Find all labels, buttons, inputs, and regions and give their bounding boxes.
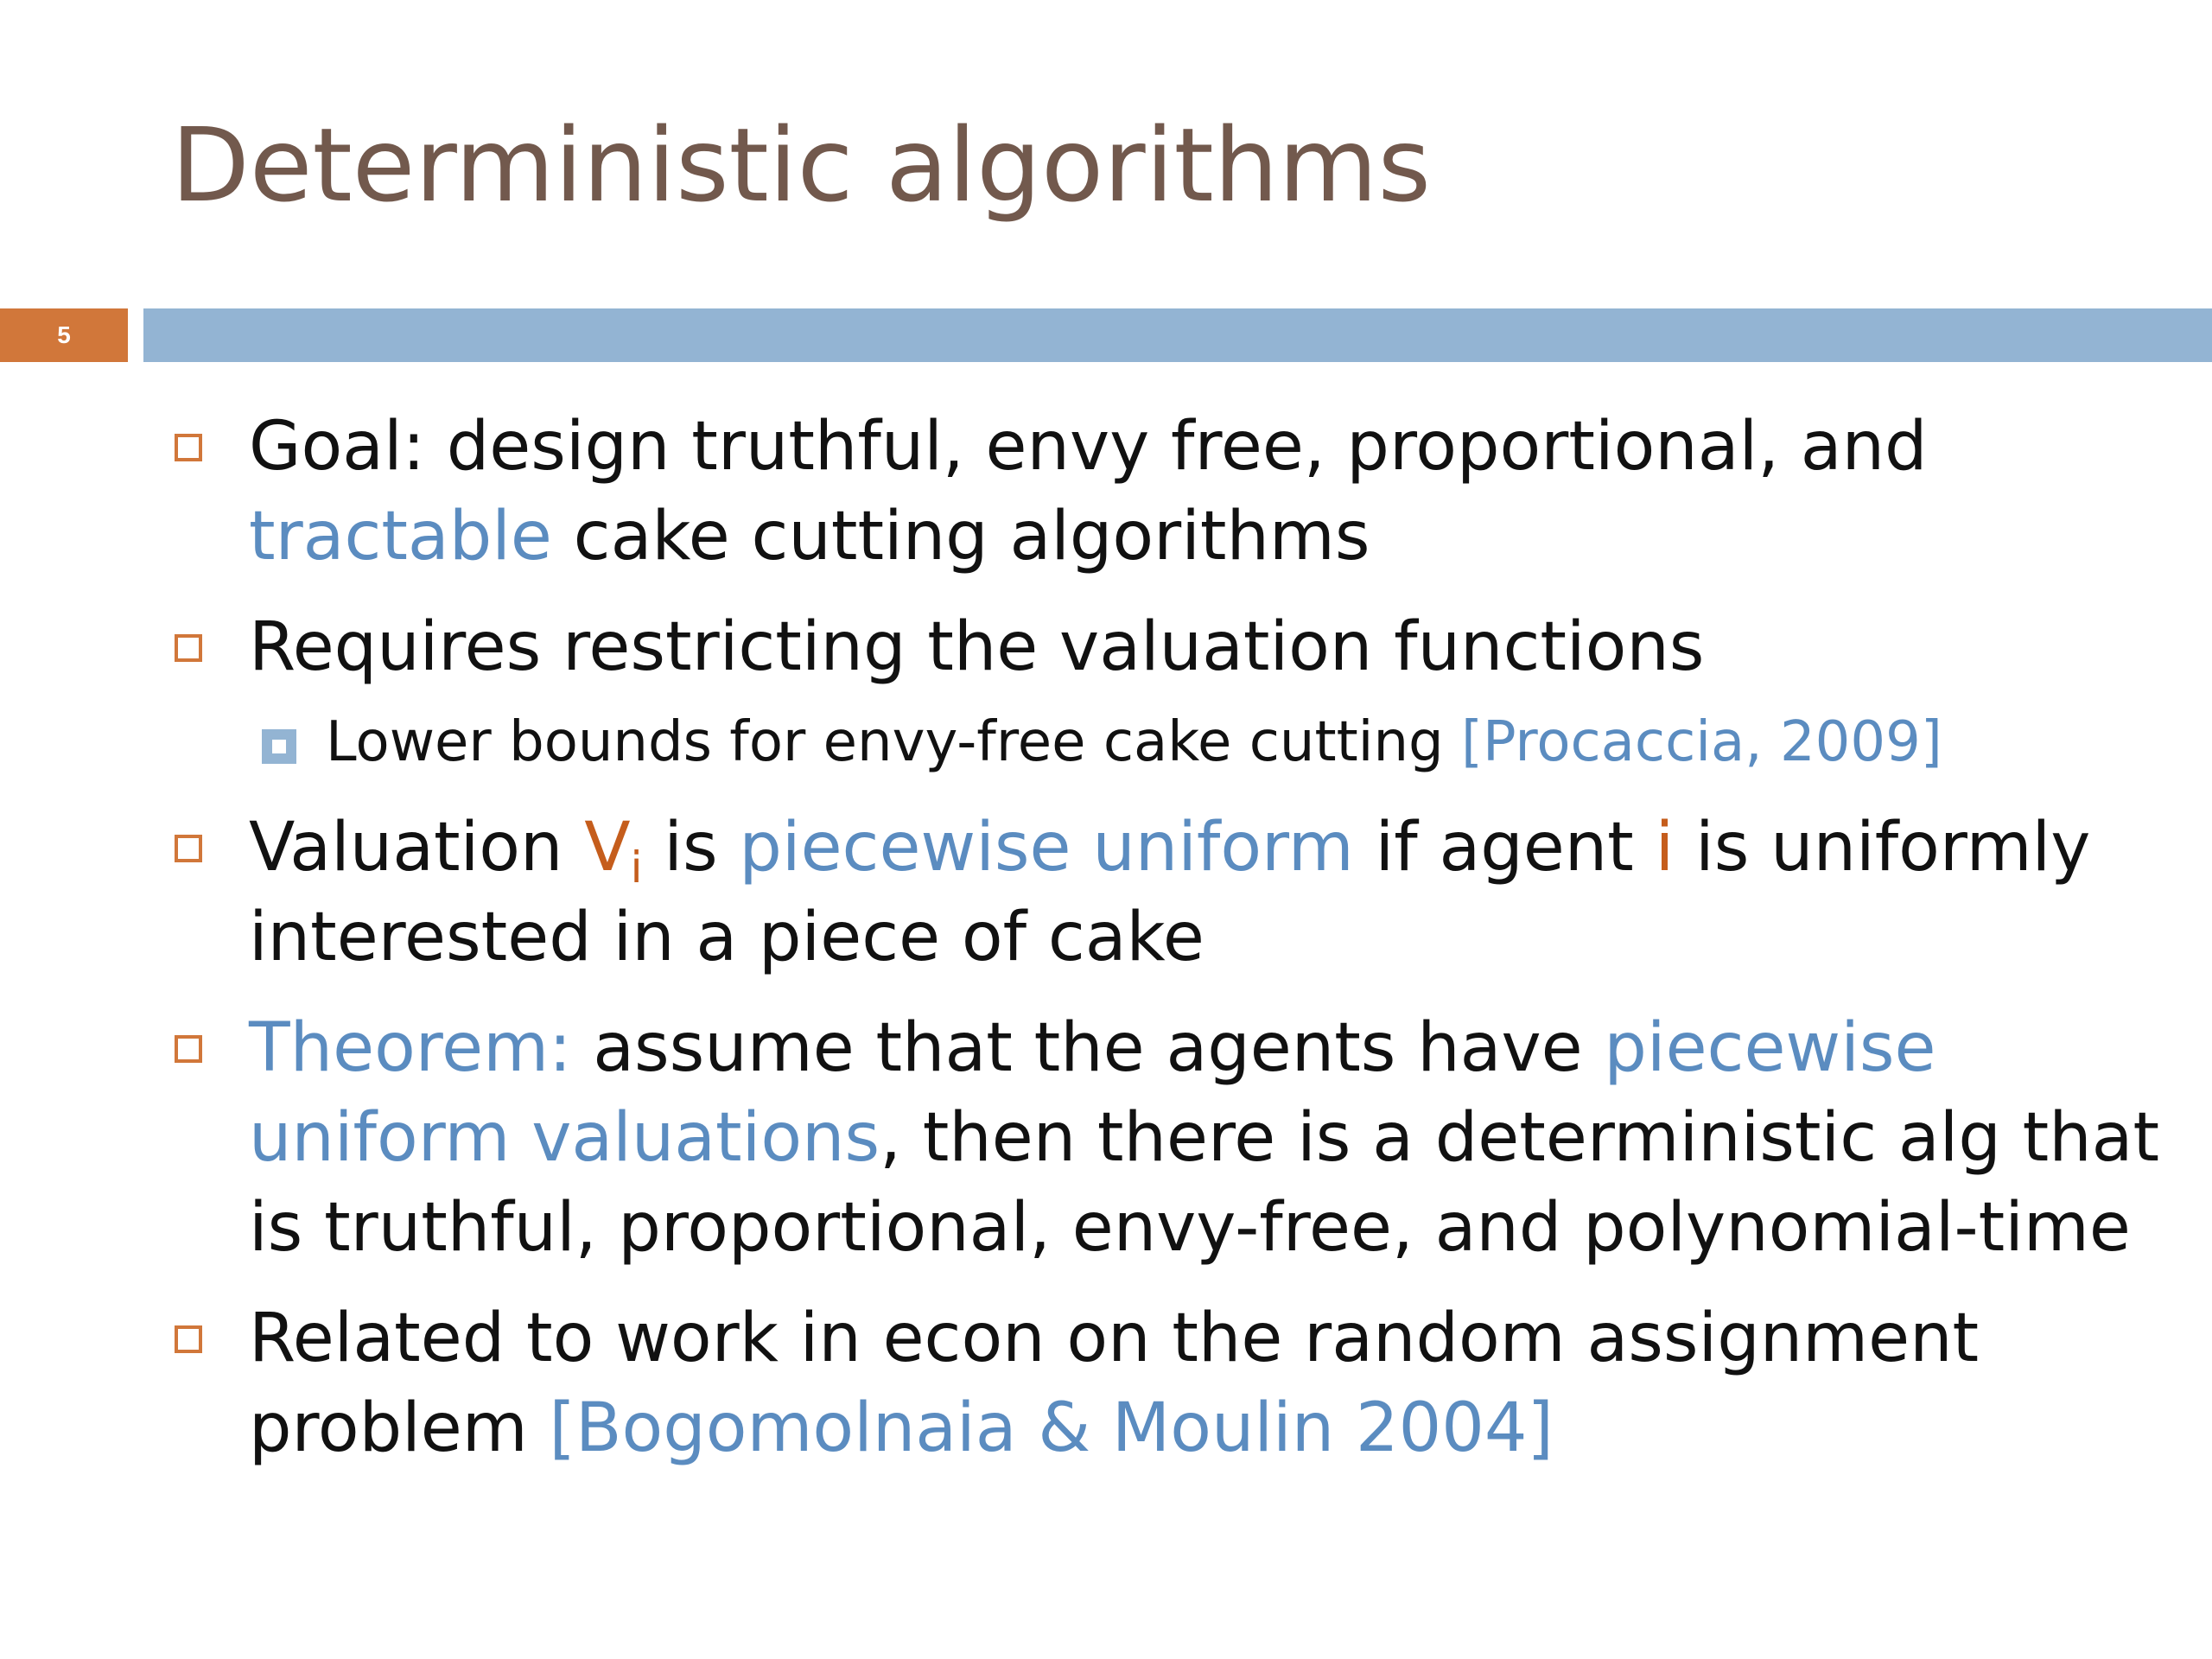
bullet-valuation bbox=[0, 803, 2212, 982]
bullet-text: Requires restricting the valuation functions bbox=[249, 608, 1705, 686]
citation: [Bogomolnaia & Moulin 2004] bbox=[549, 1389, 1554, 1467]
title-divider-bar bbox=[143, 308, 2212, 362]
bullet-text: assume that the agents have bbox=[571, 1009, 1605, 1087]
variable-agent: i bbox=[1655, 809, 1675, 887]
citation: [Procaccia, 2009] bbox=[1460, 710, 1942, 774]
sub-bullet-lower-bounds bbox=[0, 701, 2212, 784]
highlight-term: tractable bbox=[249, 498, 552, 575]
highlight-term: piecewise bbox=[1604, 1009, 1936, 1087]
bullet-text: is bbox=[642, 809, 740, 887]
bullet-text: is truthful, proportional, envy-free, and polynomial-time bbox=[249, 1189, 2131, 1267]
slide-number: 5 bbox=[0, 308, 128, 362]
sub-bullet-square-icon bbox=[262, 729, 296, 764]
bullet-text: interested in a piece of cake bbox=[249, 899, 1205, 976]
bullet-square-icon bbox=[175, 1325, 202, 1353]
variable-v: V bbox=[584, 809, 631, 887]
bullet-square-icon bbox=[175, 835, 202, 862]
bullet-list bbox=[0, 402, 2212, 1494]
bullet-square-icon bbox=[175, 634, 202, 662]
bullet-text: problem bbox=[249, 1389, 550, 1467]
bullet-requires bbox=[0, 602, 2212, 692]
bullet-square-icon bbox=[175, 1035, 202, 1063]
bullet-square-icon bbox=[175, 434, 202, 461]
bullet-text: Goal: design truthful, envy free, proportional, and bbox=[249, 408, 1928, 486]
variable-subscript: i bbox=[630, 842, 643, 893]
highlight-term: uniform valuations bbox=[249, 1099, 880, 1177]
bullet-text: , then there is a deterministic alg that bbox=[880, 1099, 2160, 1177]
sub-bullet-text: Lower bounds for envy-free cake cutting bbox=[326, 710, 1461, 774]
bullet-text: Valuation bbox=[249, 809, 585, 887]
bullet-goal bbox=[0, 402, 2212, 582]
highlight-term: piecewise uniform bbox=[739, 809, 1354, 887]
bullet-text: if agent bbox=[1353, 809, 1656, 887]
slide-title: Deterministic algorithms bbox=[171, 105, 1431, 225]
bullet-text: Related to work in econ on the random assignment bbox=[249, 1300, 1980, 1377]
bullet-text: is uniformly bbox=[1674, 809, 2091, 887]
bullet-related bbox=[0, 1294, 2212, 1473]
bullet-text: cake cutting algorithms bbox=[551, 498, 1370, 575]
theorem-label: Theorem: bbox=[249, 1009, 572, 1087]
bullet-theorem bbox=[0, 1003, 2212, 1273]
